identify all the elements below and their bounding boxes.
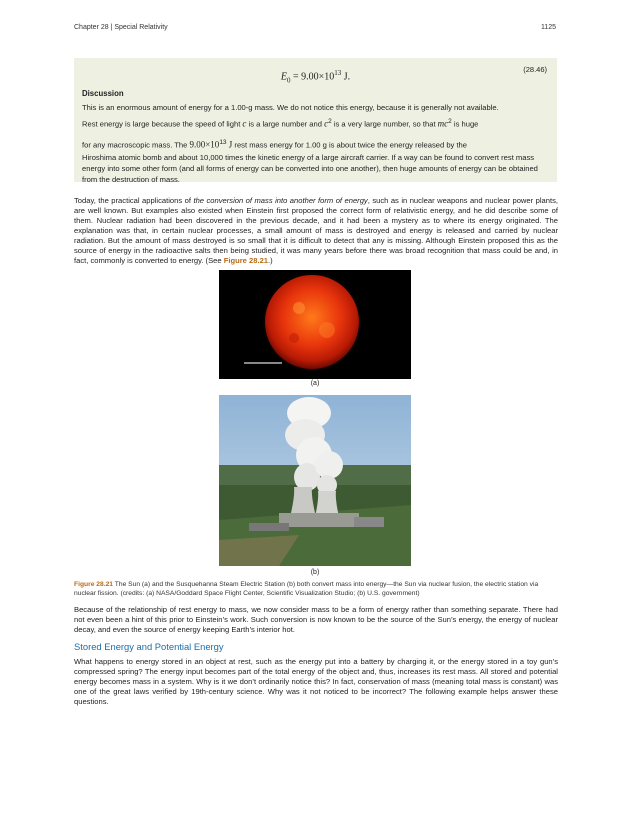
disc-text-span: for any macroscopic mass. The [82, 140, 190, 150]
math-unit: J [226, 139, 233, 150]
power-plant-image [219, 395, 411, 566]
power-plant-illustration [219, 395, 411, 566]
sun-illustration [219, 270, 411, 379]
section-heading: Stored Energy and Potential Energy [74, 641, 224, 652]
eq-symbol: E [280, 71, 287, 83]
para-emphasis: the conversion of mass into another form of energy [193, 196, 368, 205]
disc-text-span: rest mass energy for 1.00 g is about twice the energy released by the [232, 140, 468, 150]
para-text: .) [268, 256, 273, 265]
eq-exponent: 13 [334, 69, 342, 77]
eq-subscript: 0 [286, 76, 291, 85]
math-exp: 13 [219, 138, 227, 146]
math-exp: 2 [448, 118, 452, 125]
discussion-line-1: This is an enormous amount of energy for a 1.00-g mass. We do not notice this energy, because it is generally not available. [82, 103, 499, 112]
paragraph-mass-conversion [74, 196, 558, 266]
equation-number: (28.46) [523, 65, 547, 74]
caption-text: The Sun (a) and the Susquehanna Steam Electric Station (b) both convert mass into energy—the Sun via nuclear fusion, the electric station via nuclear fission. (credits: (a) NASA/Goddard Space Flight Center, Scientific Visualization Studio; (b) U.S. government) [74, 581, 539, 597]
equation-28-46 [82, 62, 549, 84]
math-mc2: mc [437, 118, 449, 129]
caption-figure-number: Figure 28.21 [74, 581, 114, 588]
discussion-title: Discussion [82, 89, 124, 98]
para-text: Today, the practical applications of [74, 196, 194, 205]
math-c2: c [324, 118, 329, 129]
math-value: 9.00×10 [189, 139, 220, 150]
disc-text-span: is a large number and [246, 119, 325, 129]
disc-text-span: is huge [451, 119, 479, 129]
disc-text-span: is a very large number, so that [331, 119, 438, 129]
figure-label-b: (b) [310, 569, 320, 576]
paragraph-stored-energy: What happens to energy stored in an object at rest, such as the energy put into a battery by charging it, or the energy stored in a toy gun’s compressed spring? The energy input becomes part of the total energy of the object and, thus, increases its rest mass. All stored and potential energy becomes mass in a system. Why is it we don’t ordinarily notice this? In fact, conservation of mass (meaning total mass is constant) was one of the great laws verified by 19th-century science. Why was it not noticed to be incorrect? The following example helps answer these questions. [74, 657, 558, 706]
discussion-line-4: Hiroshima atomic bomb and about 10,000 times the kinetic energy of a large aircraft carrier. If a way can be found to convert rest mass energy into some other form (and all forms of energy can be converted into one another), then huge amounts of energy can be obtained from the destruction of mass. [82, 153, 538, 185]
page-header [74, 24, 556, 31]
page-number: 1125 [540, 24, 556, 31]
discussion-line-2 [82, 115, 549, 131]
math-exp: 2 [328, 118, 332, 125]
figure-caption [74, 580, 558, 598]
figure-label-a: (a) [310, 380, 320, 387]
discussion-line-3 [82, 136, 549, 152]
paragraph-mass-as-energy: Because of the relationship of rest energy to mass, we now consider mass to be a form of energy rather than something separate. There had not even been a hint of this prior to Einstein’s work. Such conversion is now known to be the source of the Sun’s energy, the energy of nuclear decay, and even the source of energy keeping Earth’s interior hot. [74, 605, 558, 634]
discussion-text [82, 102, 549, 185]
sun-image [219, 270, 411, 379]
eq-unit: J. [341, 71, 351, 83]
example-solution-box [74, 58, 557, 185]
para-text: , such as in nuclear weapons and nuclear power plants, are well known. But examples also existed when Einstein first proposed the correct form of relativistic energy, and he did describe some of them. Nuclear radiation had been discovered in the previous decade, and it had been a mystery as to where its energy originated. The explanation was that, in certain nuclear processes, a small amount of mass is destroyed and energy is released and carried by nuclear radiation. But the amount of mass destroyed is so small that it is difficult to detect that any is missing. Although Einstein proposed this as the source of energy in the radioactive salts then being studied, it was many years before there was broad recognition that mass could be and, in fact, commonly is converted to energy. (See [74, 196, 558, 265]
math-c: c [242, 118, 247, 129]
disc-text-span: Rest energy is large because the speed of light [82, 119, 243, 129]
chapter-title: Chapter 28 | Special Relativity [74, 24, 168, 31]
figure-link[interactable]: Figure 28.21 [223, 256, 269, 265]
eq-value: = 9.00×10 [290, 71, 335, 83]
